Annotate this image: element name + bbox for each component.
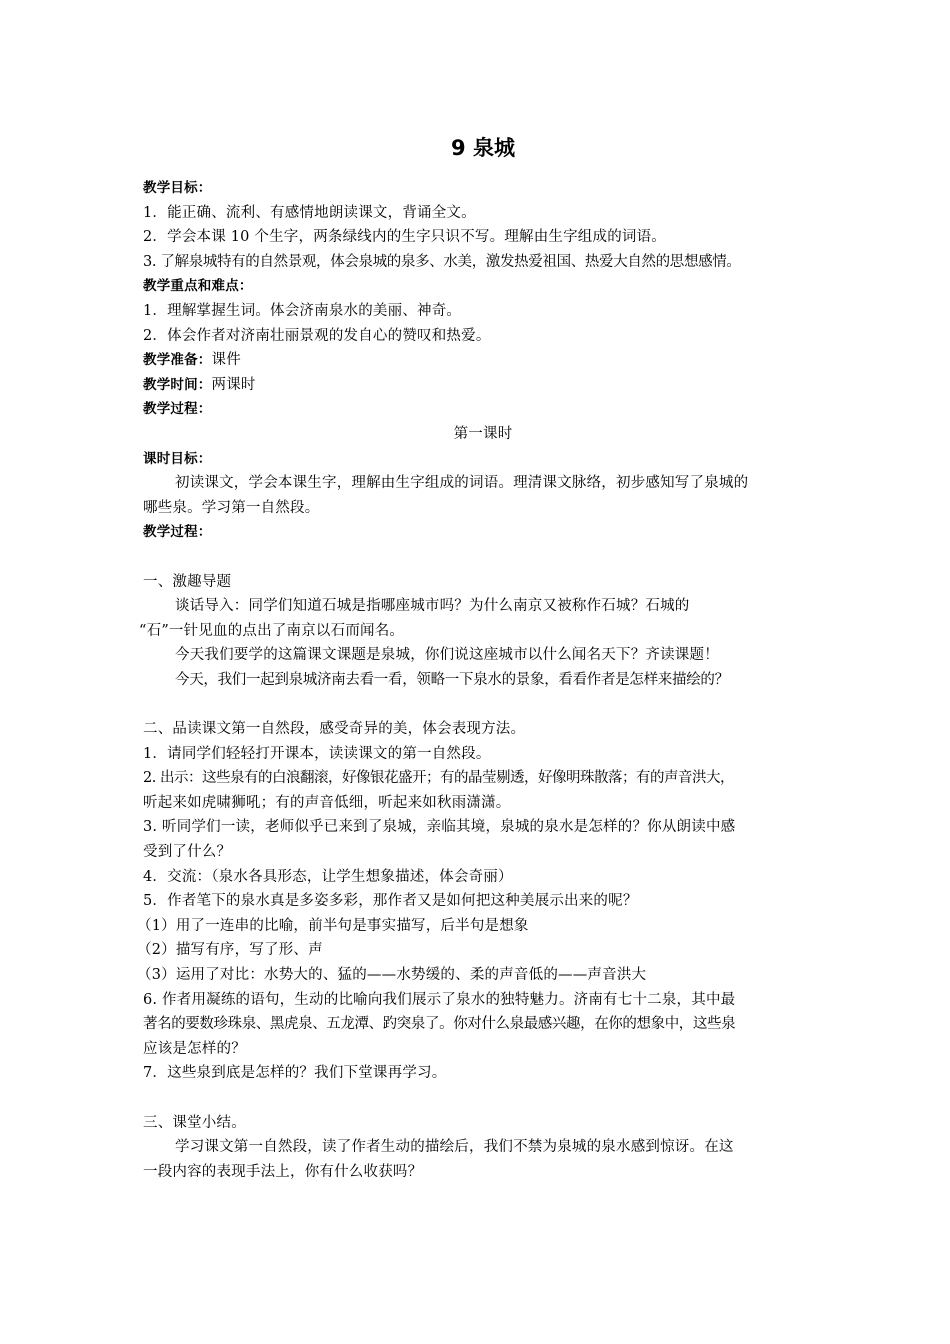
list-item: 2. 出示：这些泉有的白浪翻滚，好像银花盛开；有的晶莹剔透，好像明珠散落；有的声音洪大， xyxy=(143,770,734,787)
time-label: 教学时间： xyxy=(143,376,212,393)
paragraph-line: 一段内容的表现手法上，你有什么收获吗？ xyxy=(143,1163,423,1180)
prep-value: 课件 xyxy=(211,352,241,369)
list-item: 7．这些泉到底是怎样的？我们下堂课再学习。 xyxy=(143,1065,447,1082)
list-item: 著名的要数珍珠泉、黑虎泉、五龙潭、趵突泉了。你对什么泉最感兴趣，在你的想象中，这些泉 xyxy=(143,1016,736,1033)
lesson-goal-line: 初读课文，学会本课生字，理解由生字组成的词语。理清课文脉络，初步感知写了泉城的 xyxy=(175,475,749,492)
focus-heading: 教学重点和难点： xyxy=(143,278,253,295)
paragraph-line: 今天我们要学的这篇课文课题是泉城，你们说这座城市以什么闻名天下？齐读课题！ xyxy=(175,647,719,664)
lesson-goal-heading: 课时目标： xyxy=(143,450,212,467)
goal-item: 2．学会本课 10 个生字，两条绿线内的生字只识不写。理解由生字组成的词语。 xyxy=(143,229,666,246)
list-item: 听起来如虎啸狮吼；有的声音低细，听起来如秋雨潇潇。 xyxy=(143,794,511,811)
paragraph-line: 学习课文第一自然段，读了作者生动的描绘后，我们不禁为泉城的泉水感到惊讶。在这 xyxy=(175,1139,734,1156)
list-item: 受到了什么？ xyxy=(143,844,232,861)
focus-item: 2．体会作者对济南壮丽景观的发自心的赞叹和热爱。 xyxy=(143,327,491,344)
spacer xyxy=(143,545,823,570)
goal-item: 3. 了解泉城特有的自然景观，体会泉城的泉多、水美，激发热爱祖国、热爱大自然的思想感情。 xyxy=(143,253,741,270)
prep-label: 教学准备： xyxy=(143,352,212,369)
process-heading-2: 教学过程： xyxy=(143,524,212,541)
list-item: 6. 作者用凝练的语句，生动的比喻向我们展示了泉水的独特魅力。济南有七十二泉，其中最 xyxy=(143,991,736,1008)
time-value: 两课时 xyxy=(211,376,256,393)
paragraph-line: 谈话导入：同学们知道石城是指哪座城市吗？为什么南京又被称作石城？石城的 xyxy=(175,598,690,615)
spacer xyxy=(143,1086,823,1111)
prep-row xyxy=(143,348,823,373)
lesson-goal-line: 哪些泉。学习第一自然段。 xyxy=(143,499,320,516)
section-heading: 二、品读课文第一自然段，感受奇异的美，体会表现方法。 xyxy=(143,721,526,738)
section-heading: 一、激趣导题 xyxy=(143,573,232,590)
list-item: 5．作者笔下的泉水真是多姿多彩，那作者又是如何把这种美展示出来的呢？ xyxy=(143,893,638,910)
spacer xyxy=(143,692,823,717)
focus-item: 1．理解掌握生词。体会济南泉水的美丽、神奇。 xyxy=(143,302,462,319)
lesson-title: 第一课时 xyxy=(453,425,513,442)
time-row xyxy=(143,373,823,398)
goal-item: 1．能正确、流利、有感情地朗读课文，背诵全文。 xyxy=(143,204,476,221)
document-body xyxy=(137,128,823,1184)
process-heading: 教学过程： xyxy=(143,401,212,418)
list-item: （1）用了一连串的比喻，前半句是事实描写，后半句是想象 xyxy=(137,917,529,934)
page-title: 9 泉城 xyxy=(451,136,515,160)
list-item: （3）运用了对比：水势大的、猛的——水势缓的、柔的声音低的——声音洪大 xyxy=(137,967,647,983)
section-heading: 三、课堂小结。 xyxy=(143,1114,246,1131)
list-item: 3. 听同学们一读，老师似乎已来到了泉城，亲临其境，泉城的泉水是怎样的？你从朗读中感 xyxy=(143,819,736,836)
list-item: 4．交流：（泉水各具形态，让学生想象描述，体会奇丽） xyxy=(143,868,513,885)
list-item: （2）描写有序，写了形、声 xyxy=(137,942,323,959)
list-item: 应该是怎样的？ xyxy=(143,1040,246,1057)
paragraph-line: 今天，我们一起到泉城济南去看一看，领略一下泉水的景象，看看作者是怎样来描绘的？ xyxy=(175,671,729,688)
paragraph-line: “石”一针见血的点出了南京以石而闻名。 xyxy=(139,622,405,639)
goals-heading: 教学目标： xyxy=(143,180,212,196)
list-item: 1．请同学们轻轻打开课本，读读课文的第一自然段。 xyxy=(143,745,491,762)
